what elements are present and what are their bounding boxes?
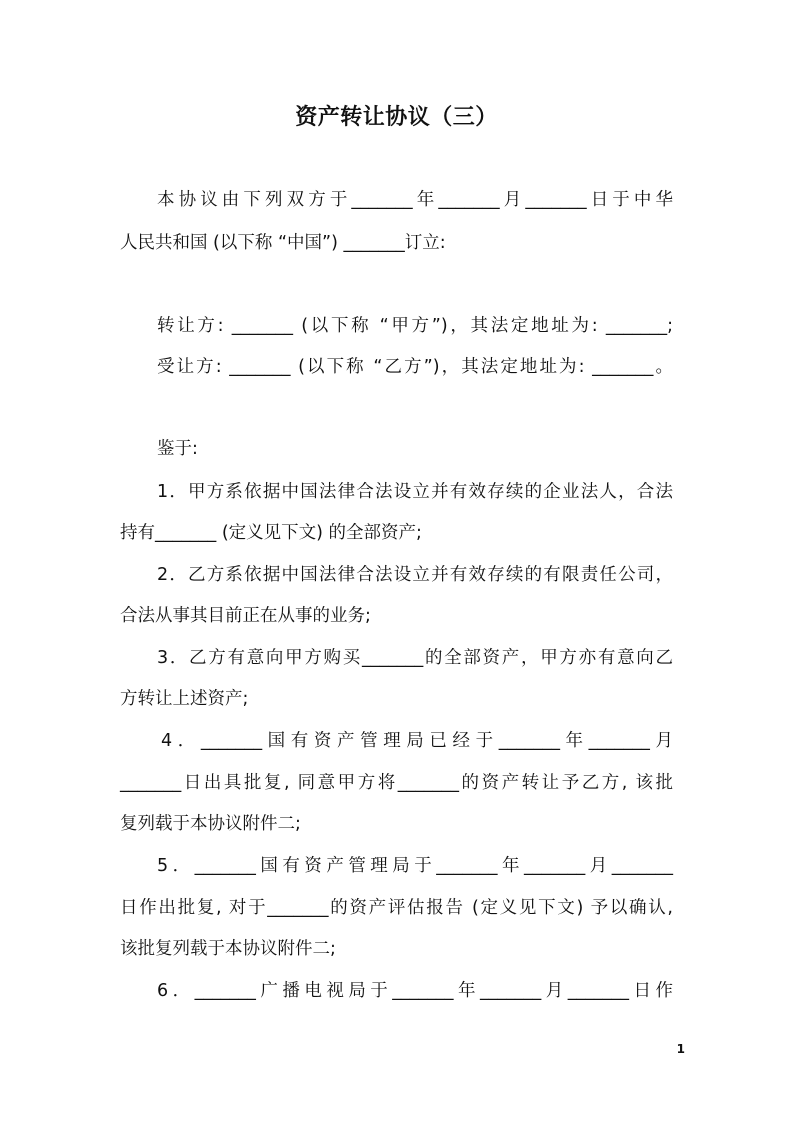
document-title: 资产转让协议（三） — [295, 105, 498, 130]
clause-3-line-1: 3．乙方有意向甲方购买_______的全部资产，甲方亦有意向乙 — [157, 648, 673, 668]
whereas-heading: 鉴于: — [157, 439, 198, 459]
clause-3-line-2: 方转让上述资产; — [120, 689, 249, 709]
clause-4-line-3: 复列载于本协议附件二; — [120, 814, 301, 834]
clause-4-line-1: 4．_______国有资产管理局已经于_______年_______月 — [161, 731, 673, 751]
clause-1-line-1: 1．甲方系依据中国法律合法设立并有效存续的企业法人，合法 — [157, 482, 673, 502]
page-number: 1 — [676, 1042, 685, 1056]
clause-5-line-2: 日作出批复, 对于_______的资产评估报告 (定义见下文) 予以确认, — [120, 898, 673, 918]
opening-paragraph-line-1: 本协议由下列双方于_______年_______月_______日于中华 — [157, 190, 673, 210]
clause-4-line-2: _______日出具批复, 同意甲方将_______的资产转让予乙方, 该批 — [120, 773, 673, 793]
clause-5-line-3: 该批复列载于本协议附件二; — [120, 939, 336, 959]
clause-6-line-1: 6．_______广播电视局于_______年_______月_______日作 — [157, 981, 673, 1001]
transferee-line: 受让方: _______ (以下称 “乙方”)，其法定地址为: _______。 — [157, 357, 673, 377]
transferor-line: 转让方: _______ (以下称 “甲方”)，其法定地址为: _______; — [157, 316, 673, 336]
clause-5-line-1: 5．_______国有资产管理局于_______年_______月_______ — [157, 856, 673, 876]
clause-1-line-2: 持有_______ (定义见下文) 的全部资产; — [120, 523, 422, 543]
clause-2-line-2: 合法从事其目前正在从事的业务; — [120, 606, 371, 626]
opening-paragraph-line-2: 人民共和国 (以下称 “中国”) _______订立: — [120, 233, 446, 253]
clause-2-line-1: 2．乙方系依据中国法律合法设立并有效存续的有限责任公司， — [157, 565, 673, 585]
